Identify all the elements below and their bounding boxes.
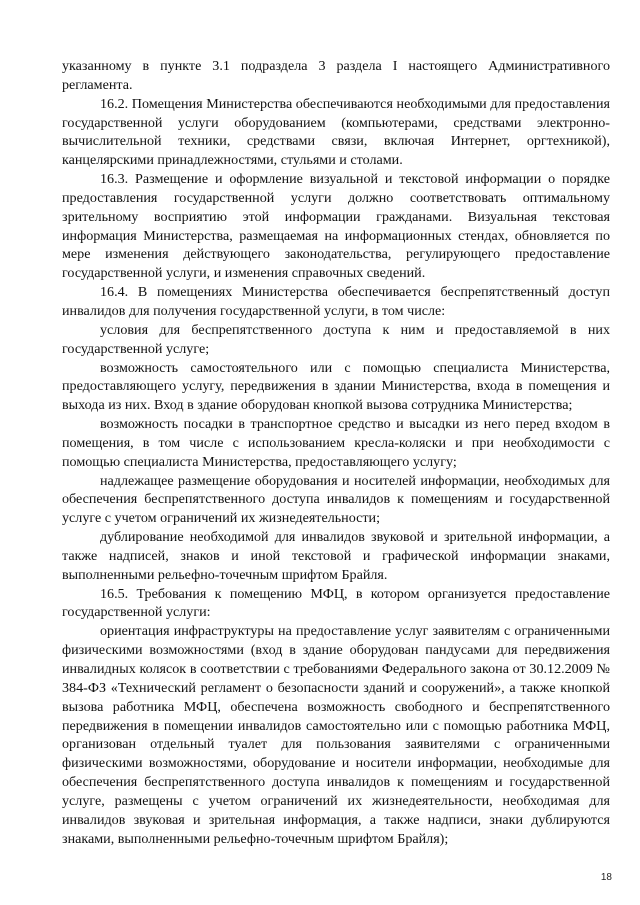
document-body (62, 57, 610, 848)
paragraph-continuation: указанному в пункте 3.1 подраздела 3 раздела I настоящего Административного регламента. (62, 58, 610, 93)
list-item-movement: возможность самостоятельного или с помощью специалиста Министерства, предоставляющего услугу, передвижения в здании Министерства, входа в помещения и выхода из них. Вход в здание оборудован кнопкой вызова сотрудника Министерства; (62, 359, 610, 414)
list-item-access-conditions: условия для беспрепятственного доступа к ним и предоставляемой в них государственной услуге; (62, 321, 610, 357)
paragraph-16-5: 16.5. Требования к помещению МФЦ, в котором организуется предоставление государственной услуги: (62, 585, 610, 621)
paragraph-16-2: 16.2. Помещения Министерства обеспечиваются необходимыми для предоставления государственной услуги оборудованием (компьютерами, средствами электронно-вычислительной техники, средствами связи, включая Интернет, оргтехникой), канцелярскими принадлежностями, стульями и столами. (62, 95, 610, 169)
paragraph-16-3: 16.3. Размещение и оформление визуальной и текстовой информации о порядке предоставления государственной услуги должно соответствовать оптимальному зрительному восприятию этой информации гражданами. Визуальная текстовая информация Министерства, размещаемая на информационных стендах, обновляется по мере изменения действующего законодательства, регулирующего предоставление государственной услуги, и изменения справочных сведений. (62, 171, 610, 282)
list-item-equipment: надлежащее размещение оборудования и носителей информации, необходимых для обеспечения беспрепятственного доступа инвалидов к помещениям и государственной услуге с учетом ограничений их жизнедеятельности; (62, 472, 610, 527)
paragraph-16-4: 16.4. В помещениях Министерства обеспечивается беспрепятственный доступ инвалидов для получения государственной услуги, в том числе: (62, 284, 610, 319)
list-item-transport: возможность посадки в транспортное средство и высадки из него перед входом в помещения, в том числе с использованием кресла-коляски и при необходимости с помощью специалиста Министерства, предоставляющего услугу; (62, 416, 610, 470)
list-item-braille: дублирование необходимой для инвалидов звуковой и зрительной информации, а также надписей, знаков и иной текстовой и графической информации знаками, выполненными рельефно-точечным шрифтом Брайля. (62, 529, 610, 583)
page-number: 18 (600, 872, 612, 883)
list-item-infrastructure: ориентация инфраструктуры на предоставление услуг заявителям с ограниченными физическими возможностями (вход в здание оборудован пандусами для передвижения инвалидных колясок в соответствии с требованиями Федерального закона от 30.12.2009 № 384-ФЗ «Технический регламент о безопасности зданий и сооружений», а также кнопкой вызова работника МФЦ, обеспечена возможность свободного и беспрепятственного передвижения в помещении инвалидов самостоятельно или с помощью работника МФЦ, организован отдельный туалет для пользования заявителями с ограниченными физическими возможностями, оборудование и носители информации, необходимые для обеспечения беспрепятственного доступа инвалидов к помещениям и государственной услуге, размещены с учетом ограничений их жизнедеятельности, необходимая для инвалидов звуковая и зрительная информация, а также надписи, знаки дублируются знаками, выполненными рельефно-точечным шрифтом Брайля); (62, 623, 610, 847)
